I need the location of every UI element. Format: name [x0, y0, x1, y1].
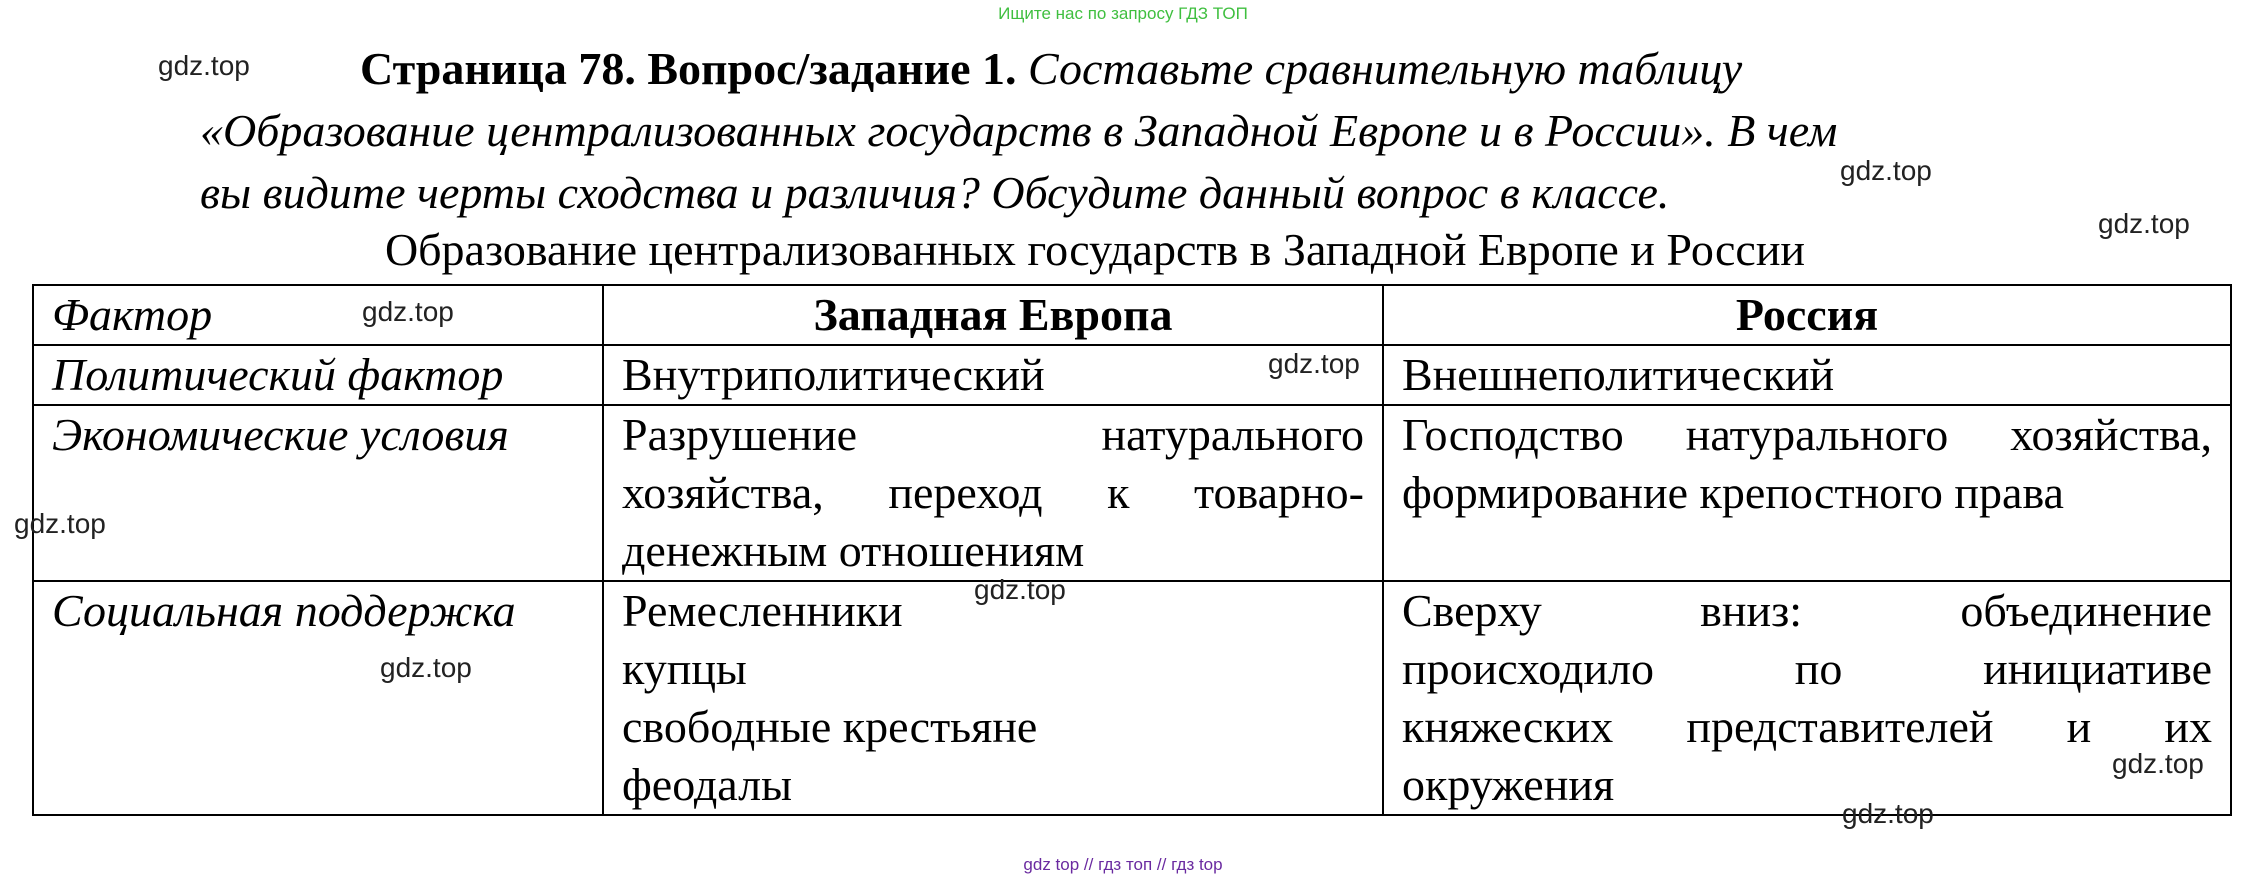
- header-west: Западная Европа: [603, 285, 1383, 345]
- cell-line: происходило по инициативе: [1402, 643, 2212, 694]
- task-heading: Страница 78. Вопрос/задание 1.: [360, 43, 1017, 94]
- watermark: gdz.top: [1840, 155, 1932, 186]
- russia-cell: [1383, 345, 2231, 405]
- table-row: [33, 581, 2231, 815]
- cell-line: Сверху вниз: объединение: [1402, 585, 2212, 636]
- watermark: gdz.top: [974, 574, 1066, 605]
- task-text-line2: «Образование централизованных государств в Западной Европе и в России». В чем: [200, 105, 1838, 156]
- table-row: [33, 405, 2231, 581]
- task-line-1: [200, 38, 1990, 100]
- task-line-3: [200, 162, 1990, 224]
- comparison-table: [32, 284, 2232, 816]
- watermark: gdz.top: [14, 508, 106, 539]
- watermark: gdz.top: [380, 652, 472, 683]
- task-text-line3: вы видите черты сходства и различия? Обсудите данный вопрос в классе.: [200, 167, 1670, 218]
- cell-line: Внутриполитический: [622, 349, 1045, 400]
- west-cell: [603, 345, 1383, 405]
- cell-line: княжеских представителей и их: [1402, 701, 2212, 752]
- task-text-line1: Составьте сравнительную таблицу: [1028, 43, 1743, 94]
- cell-line: Разрушение натурального: [622, 409, 1364, 460]
- west-cell: [603, 405, 1383, 581]
- cell-line: свободные крестьяне: [622, 701, 1038, 752]
- west-cell: [603, 581, 1383, 815]
- russia-cell: [1383, 405, 2231, 581]
- table-row: [33, 345, 2231, 405]
- factor-cell: Социальная поддержка: [33, 581, 603, 815]
- header-russia: Россия: [1383, 285, 2231, 345]
- cell-line: Господство натурального хозяйства,: [1402, 409, 2212, 460]
- header-factor: Фактор: [33, 285, 603, 345]
- cell-line: окружения: [1402, 759, 1615, 810]
- bottom-banner: gdz top // гдз топ // гдз top: [1023, 855, 1223, 874]
- factor-cell: Экономические условия: [33, 405, 603, 581]
- cell-line: Ремесленники: [622, 585, 903, 636]
- factor-cell: Политический фактор: [33, 345, 603, 405]
- watermark: gdz.top: [158, 50, 250, 81]
- watermark: gdz.top: [1842, 798, 1934, 829]
- watermark: gdz.top: [2098, 208, 2190, 239]
- cell-line: хозяйства, переход к товарно-: [622, 467, 1364, 518]
- russia-cell: [1383, 581, 2231, 815]
- cell-line: денежным отношениям: [622, 525, 1085, 576]
- cell-line: купцы: [622, 643, 747, 694]
- top-banner: Ищите нас по запросу ГДЗ ТОП: [998, 4, 1248, 23]
- watermark: gdz.top: [362, 296, 454, 327]
- task-line-2: [200, 100, 1990, 162]
- task-text: [200, 38, 1990, 224]
- watermark: gdz.top: [1268, 348, 1360, 379]
- cell-line: феодалы: [622, 759, 792, 810]
- cell-line: Внешнеполитический: [1402, 349, 1835, 400]
- watermark: gdz.top: [2112, 748, 2204, 779]
- cell-line: формирование крепостного права: [1402, 467, 2064, 518]
- table-caption: Образование централизованных государств в Западной Европе и России: [384, 224, 1806, 275]
